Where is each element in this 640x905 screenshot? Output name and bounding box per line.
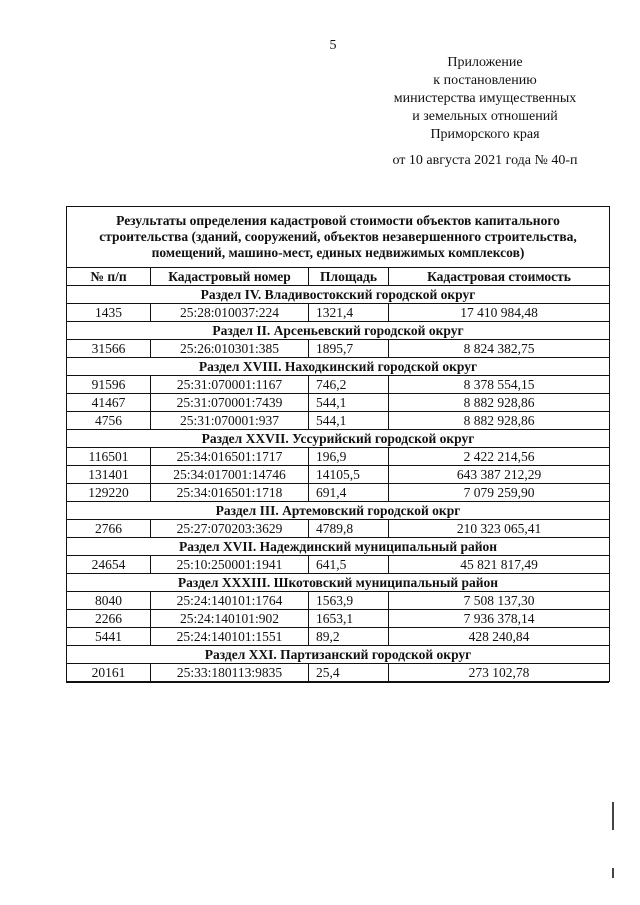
cell-area: 1563,9 xyxy=(309,592,389,610)
cell-area: 544,1 xyxy=(309,394,389,412)
cell-number: 31566 xyxy=(67,340,151,358)
table-row xyxy=(67,448,610,466)
cell-number: 5441 xyxy=(67,628,151,646)
cell-area: 196,9 xyxy=(309,448,389,466)
cell-cadastral-value: 643 387 212,29 xyxy=(389,466,610,484)
section-title: Раздел XVIII. Находкинский городской округ xyxy=(67,358,610,376)
table-row xyxy=(67,466,610,484)
table-row xyxy=(67,664,610,682)
cell-cadastral-value: 273 102,78 xyxy=(389,664,610,682)
cell-area: 89,2 xyxy=(309,628,389,646)
cell-number: 1435 xyxy=(67,304,151,322)
cell-number: 129220 xyxy=(67,484,151,502)
margin-mark xyxy=(612,802,614,830)
appendix-header xyxy=(370,54,600,144)
table-row xyxy=(67,412,610,430)
cell-cadastral-value: 210 323 065,41 xyxy=(389,520,610,538)
header-line: Приморского края xyxy=(430,127,540,142)
cell-cadastral-value: 8 378 554,15 xyxy=(389,376,610,394)
cell-cadastral-number: 25:28:010037:224 xyxy=(151,304,309,322)
section-title: Раздел IV. Владивостокский городской округ xyxy=(67,286,610,304)
cell-area: 4789,8 xyxy=(309,520,389,538)
column-header-number: № п/п xyxy=(67,268,151,286)
section-title: Раздел XXXIII. Шкотовский муниципальный район xyxy=(67,574,610,592)
table-row xyxy=(67,592,610,610)
cell-cadastral-number: 25:24:140101:902 xyxy=(151,610,309,628)
cell-number: 24654 xyxy=(67,556,151,574)
section-row xyxy=(67,322,610,340)
cell-area: 1321,4 xyxy=(309,304,389,322)
cell-cadastral-number: 25:10:250001:1941 xyxy=(151,556,309,574)
table-row xyxy=(67,376,610,394)
section-row xyxy=(67,574,610,592)
decree-date: от 10 августа 2021 года № 40-п xyxy=(392,153,578,168)
header-line: и земельных отношений xyxy=(412,109,558,124)
column-header-area: Площадь xyxy=(309,268,389,286)
cell-area: 641,5 xyxy=(309,556,389,574)
cell-cadastral-value: 8 882 928,86 xyxy=(389,394,610,412)
table-title-row xyxy=(67,207,610,268)
cell-area: 1895,7 xyxy=(309,340,389,358)
table-bottom-border xyxy=(66,681,609,683)
page-number: 5 xyxy=(329,38,337,53)
table-row xyxy=(67,628,610,646)
header-line: министерства имущественных xyxy=(393,91,577,106)
cell-cadastral-number: 25:31:070001:7439 xyxy=(151,394,309,412)
cell-area: 746,2 xyxy=(309,376,389,394)
cell-number: 2266 xyxy=(67,610,151,628)
cell-cadastral-value: 45 821 817,49 xyxy=(389,556,610,574)
table-body xyxy=(67,286,610,682)
section-title: Раздел XVII. Надеждинский муниципальный район xyxy=(67,538,610,556)
cell-cadastral-value: 2 422 214,56 xyxy=(389,448,610,466)
table-row xyxy=(67,520,610,538)
header-line: к постановлению xyxy=(433,73,537,88)
table-title: Результаты определения кадастровой стоимости объектов капитального строительства (зданий, сооружений, объектов незавершенного строительства, помещений, машино-мест, единых недвижимых комплексов) xyxy=(67,207,610,268)
cell-cadastral-number: 25:24:140101:1551 xyxy=(151,628,309,646)
cell-cadastral-value: 7 936 378,14 xyxy=(389,610,610,628)
margin-mark xyxy=(612,868,614,878)
cell-cadastral-value: 7 079 259,90 xyxy=(389,484,610,502)
cell-number: 116501 xyxy=(67,448,151,466)
section-title: Раздел XXI. Партизанский городской округ xyxy=(67,646,610,664)
cell-number: 4756 xyxy=(67,412,151,430)
cell-number: 8040 xyxy=(67,592,151,610)
section-row xyxy=(67,538,610,556)
cell-cadastral-number: 25:27:070203:3629 xyxy=(151,520,309,538)
header-line: Приложение xyxy=(447,55,523,70)
column-header-value: Кадастровая стоимость xyxy=(389,268,610,286)
cell-area: 1653,1 xyxy=(309,610,389,628)
cell-cadastral-value: 7 508 137,30 xyxy=(389,592,610,610)
table-row xyxy=(67,484,610,502)
cell-cadastral-number: 25:31:070001:937 xyxy=(151,412,309,430)
table-row xyxy=(67,304,610,322)
section-row xyxy=(67,646,610,664)
cell-area: 691,4 xyxy=(309,484,389,502)
cell-number: 131401 xyxy=(67,466,151,484)
cell-number: 2766 xyxy=(67,520,151,538)
table-row xyxy=(67,556,610,574)
section-row xyxy=(67,502,610,520)
section-title: Раздел III. Артемовский городской окрг xyxy=(67,502,610,520)
cell-number: 41467 xyxy=(67,394,151,412)
cell-number: 20161 xyxy=(67,664,151,682)
table-row xyxy=(67,394,610,412)
table-header-row xyxy=(67,268,610,286)
cell-area: 25,4 xyxy=(309,664,389,682)
section-title: Раздел XXVII. Уссурийский городской округ xyxy=(67,430,610,448)
section-row xyxy=(67,430,610,448)
cell-cadastral-number: 25:34:016501:1717 xyxy=(151,448,309,466)
section-row xyxy=(67,286,610,304)
cell-cadastral-number: 25:31:070001:1167 xyxy=(151,376,309,394)
cell-cadastral-number: 25:26:010301:385 xyxy=(151,340,309,358)
section-row xyxy=(67,358,610,376)
cell-cadastral-value: 8 882 928,86 xyxy=(389,412,610,430)
cell-area: 544,1 xyxy=(309,412,389,430)
cell-cadastral-number: 25:33:180113:9835 xyxy=(151,664,309,682)
cell-cadastral-value: 8 824 382,75 xyxy=(389,340,610,358)
cell-cadastral-number: 25:24:140101:1764 xyxy=(151,592,309,610)
section-title: Раздел II. Арсеньевский городской округ xyxy=(67,322,610,340)
table-row xyxy=(67,340,610,358)
cell-cadastral-number: 25:34:017001:14746 xyxy=(151,466,309,484)
cell-area: 14105,5 xyxy=(309,466,389,484)
table-row xyxy=(67,610,610,628)
column-header-cadastral: Кадастровый номер xyxy=(151,268,309,286)
cell-number: 91596 xyxy=(67,376,151,394)
cell-cadastral-value: 17 410 984,48 xyxy=(389,304,610,322)
cell-cadastral-value: 428 240,84 xyxy=(389,628,610,646)
cell-cadastral-number: 25:34:016501:1718 xyxy=(151,484,309,502)
cadastral-value-table xyxy=(66,206,610,682)
